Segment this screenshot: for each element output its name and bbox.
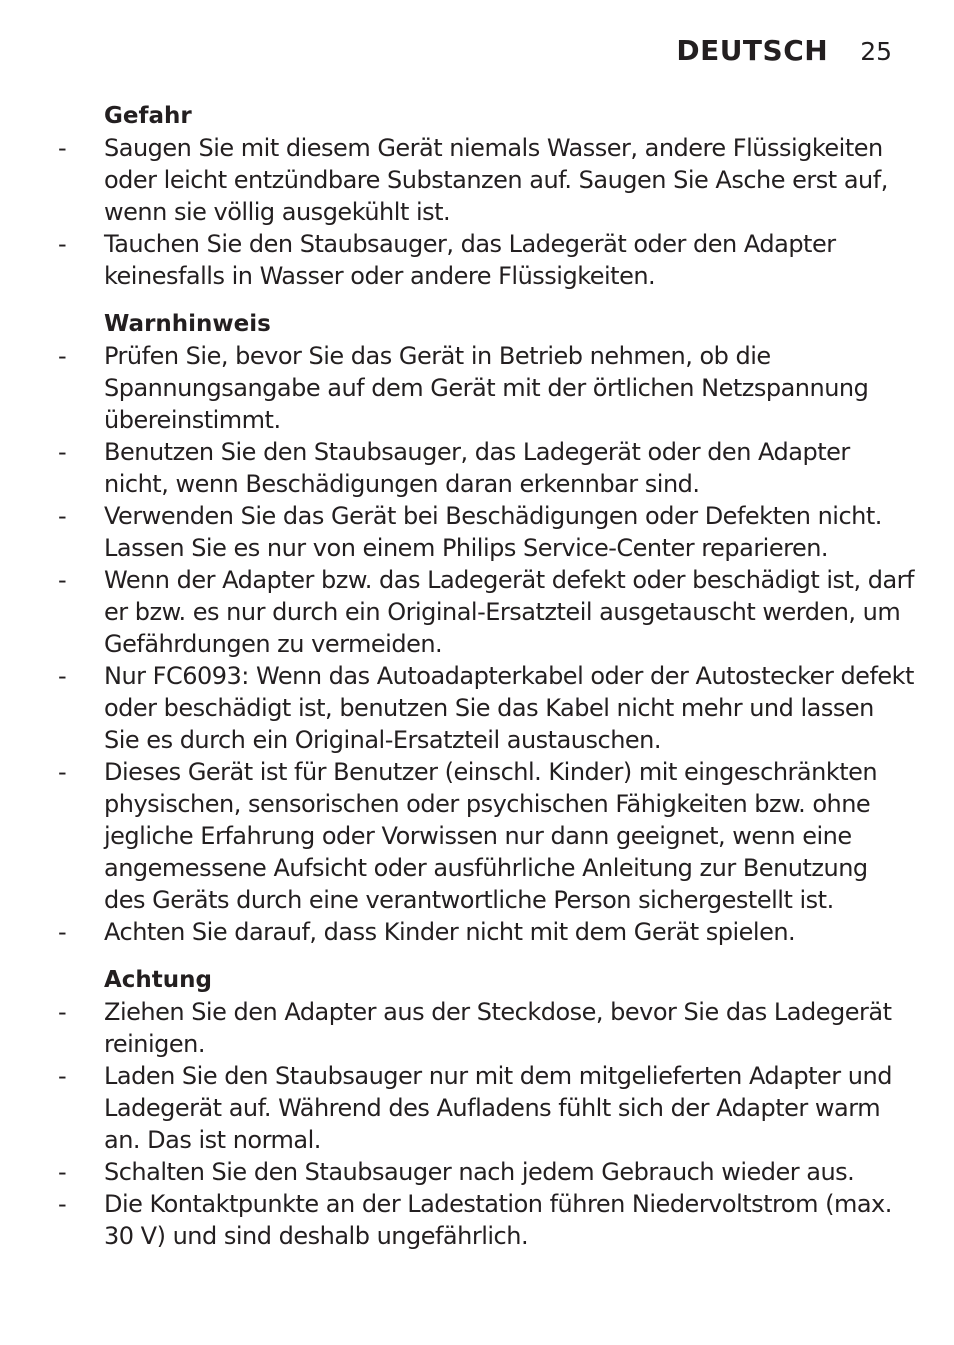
list-item (0, 756, 954, 916)
list-dash: - (58, 438, 67, 466)
language-heading: DEUTSCH (676, 34, 829, 67)
list-item-text: Saugen Sie mit diesem Gerät niemals Wasser, andere Flüssigkeiten oder leicht entzündbare Substanzen auf. Saugen Sie Asche erst auf, wenn sie völlig ausgekühlt ist. (104, 134, 888, 226)
list-dash: - (58, 758, 67, 786)
section-warnhinweis (0, 308, 954, 948)
list-dash: - (58, 342, 67, 370)
list-item (0, 1156, 954, 1188)
list-dash: - (58, 998, 67, 1026)
list-dash: - (58, 1158, 67, 1186)
section-title: Warnhinweis (104, 311, 271, 337)
list-item-text: Tauchen Sie den Staubsauger, das Ladegerät oder den Adapter keinesfalls in Wasser oder andere Flüssigkeiten. (104, 230, 836, 290)
list-dash: - (58, 1190, 67, 1218)
document-body (0, 100, 954, 1268)
list-dash: - (58, 134, 67, 162)
section-title: Achtung (104, 967, 213, 993)
list-item (0, 1188, 954, 1252)
list-item (0, 996, 954, 1060)
list-item-text: Ziehen Sie den Adapter aus der Steckdose, bevor Sie das Ladegerät reinigen. (104, 998, 892, 1058)
list-item-text: Schalten Sie den Staubsauger nach jedem Gebrauch wieder aus. (104, 1158, 855, 1186)
list-item (0, 500, 954, 564)
list-dash: - (58, 662, 67, 690)
list-item-text: Prüfen Sie, bevor Sie das Gerät in Betrieb nehmen, ob die Spannungsangabe auf dem Gerät mit der örtlichen Netzspannung übereinstimmt. (104, 342, 869, 434)
list-dash: - (58, 918, 67, 946)
list-item-text: Verwenden Sie das Gerät bei Beschädigungen oder Defekten nicht. Lassen Sie es nur von einem Philips Service-Center reparieren. (104, 502, 882, 562)
list-item (0, 132, 954, 228)
list-dash: - (58, 230, 67, 258)
section-title: Gefahr (104, 103, 192, 129)
list-item-text: Benutzen Sie den Staubsauger, das Ladegerät oder den Adapter nicht, wenn Beschädigungen daran erkennbar sind. (104, 438, 850, 498)
section-gefahr (0, 100, 954, 292)
list-dash: - (58, 502, 67, 530)
list-dash: - (58, 1062, 67, 1090)
list-item-text: Laden Sie den Staubsauger nur mit dem mitgelieferten Adapter und Ladegerät auf. Während des Aufladens fühlt sich der Adapter warm an. Das ist normal. (104, 1062, 892, 1154)
list-item-text: Achten Sie darauf, dass Kinder nicht mit dem Gerät spielen. (104, 918, 796, 946)
list-item-text: Nur FC6093: Wenn das Autoadapterkabel oder der Autostecker defekt oder beschädigt ist, benutzen Sie das Kabel nicht mehr und lassen Sie es durch ein Original-Ersatzteil austauschen. (104, 662, 914, 754)
list-item (0, 436, 954, 500)
list-item (0, 916, 954, 948)
list-item (0, 340, 954, 436)
list-item (0, 228, 954, 292)
list-item-text: Dieses Gerät ist für Benutzer (einschl. Kinder) mit eingeschränkten physischen, sensorischen oder psychischen Fähigkeiten bzw. ohne jegliche Erfahrung oder Vorwissen nur dann geeignet, wenn eine angemessene Aufsicht oder ausführliche Anleitung zur Benutzung des Geräts durch eine verantwortliche Person sichergestellt ist. (104, 758, 878, 914)
list-item (0, 1060, 954, 1156)
page-number: 25 (860, 37, 892, 66)
list-item (0, 564, 954, 660)
page-header (676, 34, 892, 67)
list-dash: - (58, 566, 67, 594)
list-item (0, 660, 954, 756)
list-item-text: Die Kontaktpunkte an der Ladestation führen Niedervoltstrom (max. 30 V) und sind deshalb ungefährlich. (104, 1190, 892, 1250)
section-achtung (0, 964, 954, 1252)
list-item-text: Wenn der Adapter bzw. das Ladegerät defekt oder beschädigt ist, darf er bzw. es nur durch ein Original-Ersatzteil ausgetauscht werden, um Gefährdungen zu vermeiden. (104, 566, 914, 658)
